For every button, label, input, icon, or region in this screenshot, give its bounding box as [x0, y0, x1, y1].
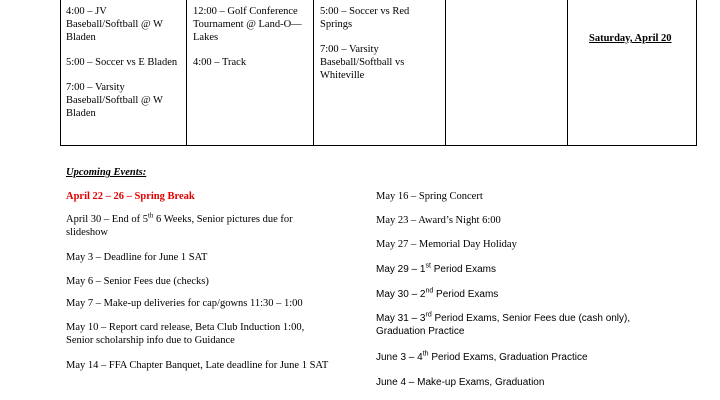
upcoming-events-title: Upcoming Events:	[66, 167, 147, 178]
schedule-item: 5:00 – Soccer vs E Bladen	[66, 57, 178, 68]
event-item: May 23 – Award’s Night 6:00	[376, 215, 501, 226]
table-bottom-border	[60, 145, 697, 146]
schedule-item: 12:00 – Golf Conference Tournament @ Land-O— Lakes	[193, 6, 302, 43]
event-text: Period Exams	[433, 289, 499, 300]
event-item: May 14 – FFA Chapter Banquet, Late deadline for June 1 SAT	[66, 360, 329, 371]
table-border	[567, 0, 568, 145]
ordinal-suffix: st	[425, 262, 431, 270]
spring-break-event: April 22 – 26 – Spring Break	[66, 191, 195, 202]
event-text: Period Exams, Senior Fees due (cash only), Graduation Practice	[376, 313, 631, 337]
event-text: May 29 – 1	[376, 264, 426, 275]
event-item: May 7 – Make-up deliveries for cap/gowns 11:30 – 1:00	[66, 298, 303, 309]
event-text: May 30 – 2	[376, 289, 426, 300]
schedule-item: 4:00 – Track	[193, 57, 247, 68]
ordinal-suffix: nd	[425, 287, 434, 295]
event-item: May 10 – Report card release, Beta Club Induction 1:00, Senior scholarship info due to Guidance	[66, 322, 305, 346]
event-text: Period Exams, Graduation Practice	[428, 352, 588, 363]
event-item	[376, 312, 696, 338]
ordinal-suffix: rd	[425, 311, 432, 319]
table-border	[696, 0, 697, 145]
event-item: May 3 – Deadline for June 1 SAT	[66, 252, 208, 263]
table-border	[313, 0, 314, 145]
ordinal-suffix: th	[147, 211, 154, 220]
event-item	[66, 213, 366, 239]
schedule-cell-1	[66, 5, 186, 132]
event-item	[376, 288, 498, 301]
ordinal-suffix: th	[422, 350, 429, 358]
event-text: June 3 – 4	[376, 352, 423, 363]
table-border	[186, 0, 187, 145]
event-item	[376, 351, 588, 364]
event-item: May 27 – Memorial Day Holiday	[376, 239, 517, 250]
schedule-item: 7:00 – Varsity Baseball/Softball @ W Bladen	[66, 82, 163, 119]
schedule-item: 5:00 – Soccer vs Red Springs	[320, 6, 410, 30]
event-item: June 4 – Make-up Exams, Graduation	[376, 377, 545, 388]
schedule-cell-2	[193, 5, 313, 81]
event-text: 6 Weeks, Senior pictures due for slideshow	[66, 214, 293, 238]
event-item: May 6 – Senior Fees due (checks)	[66, 276, 209, 287]
event-text: Period Exams	[430, 264, 496, 275]
table-border	[60, 0, 61, 145]
schedule-item: 4:00 – JV Baseball/Softball @ W Bladen	[66, 6, 163, 43]
table-border	[445, 0, 446, 145]
event-item	[376, 263, 496, 276]
saturday-heading: Saturday, April 20	[589, 33, 672, 44]
event-item: May 16 – Spring Concert	[376, 191, 483, 202]
event-text: May 31 – 3	[376, 313, 426, 324]
event-text: April 30 – End of 5	[66, 214, 148, 225]
schedule-item: 7:00 – Varsity Baseball/Softball vs Whiteville	[320, 44, 405, 81]
schedule-cell-3	[320, 5, 445, 94]
